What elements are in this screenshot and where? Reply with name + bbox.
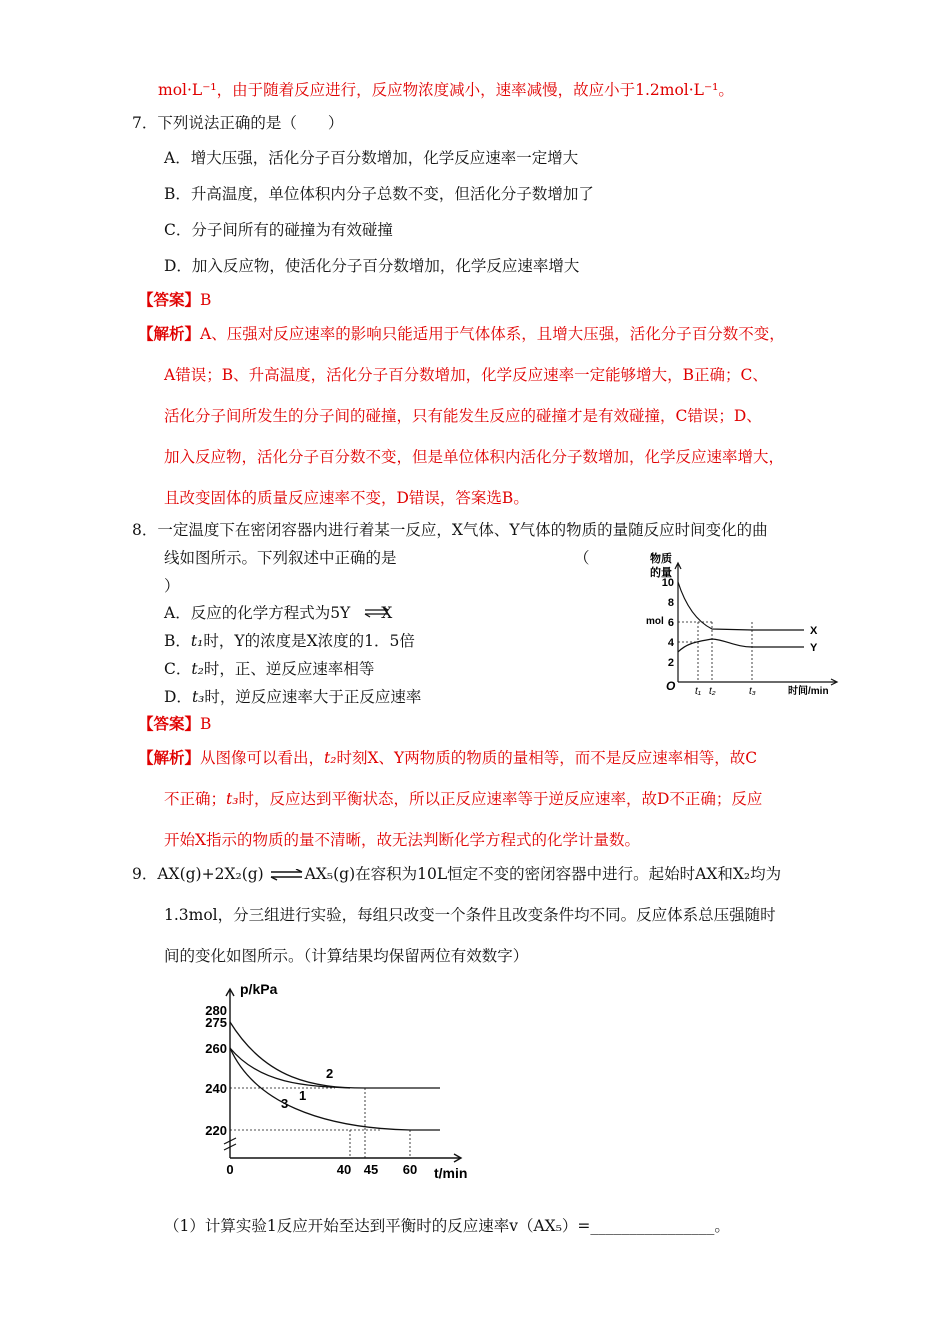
answer-tag: 【答案】 [138,714,201,733]
y-tick-label: 4 [667,637,674,649]
y-tick-label: 2 [667,657,674,669]
q8-analysis-line-2 [164,787,762,809]
q7-analysis-line-5: 且改变固体的质量反应速率不变，D错误，答案选B。 [164,489,529,507]
series-1-label: 1 [299,1088,307,1103]
y-tick-label: 220 [205,1123,227,1138]
q8-stem-line-1: 8．一定温度下在密闭容器内进行着某一反应，X气体、Y气体的物质的量随反应时间变化的曲 [132,521,768,539]
t3-symbol: t₃ [191,688,205,706]
analysis-text: A、压强对反应速率的影响只能适用于气体体系，且增大压强，活化分子百分数不变， [200,325,785,343]
series-2-line [230,1022,440,1088]
reversible-arrow-icon [270,869,304,881]
q9-stem-line-1 [132,862,781,884]
q7-option-d: D．加入反应物，使活化分子百分数增加，化学反应速率增大 [164,257,580,275]
analysis-text: 时刻X、Y两物质的物质的量相等，而不是反应速率相等，故C [336,749,758,767]
q9-stem-line-2: 1.3mol，分三组进行实验，每组只改变一个条件且改变条件均不同。反应体系总压强随时 [164,906,776,924]
option-d-letter: D． [164,688,192,706]
q7-analysis-line-2: A错误；B、升高温度，活化分子百分数增加，化学反应速率一定能够增大，B正确；C、 [164,366,768,384]
analysis-tag: 【解析】 [138,324,201,343]
option-b-text: 时，Y的浓度是X浓度的1．5倍 [203,632,415,650]
option-c-text: 时，正、逆反应速率相等 [203,660,375,678]
series-X-label: X [810,625,818,637]
y-tick-label: 10 [661,577,674,589]
answer-tag: 【答案】 [138,290,201,309]
t2-symbol: t₂ [191,660,204,678]
x-axis-label: t/min [434,1165,468,1181]
t2-symbol: t₂ [324,749,337,767]
series-X-line [678,582,804,630]
series-Y-line [678,639,804,652]
option-d-text: 时，逆反应速率大于正反应速率 [204,688,422,706]
q7-analysis-line-4: 加入反应物，活化分子百分数不变，但是单位体积内活化分子数增加，化学反应速率增大， [164,448,785,466]
x-tick-label: t₁ [695,686,701,697]
x-tick-label: t₃ [749,686,756,697]
q7-analysis-line-3: 活化分子间所发生的分子间的碰撞，只有能发生反应的碰撞才是有效碰撞，C错误；D、 [164,407,762,425]
reaction-left: 9．AX(g)+2X₂(g) [132,865,264,883]
series-2-label: 2 [326,1066,334,1081]
y-tick-label: 8 [667,597,674,609]
x-tick-label: 60 [402,1162,418,1177]
q7-stem: 7．下列说法正确的是（ ） [132,114,344,132]
option-c-letter: C． [164,660,192,678]
q8-option-c [164,657,374,679]
analysis-text: 从图像可以看出， [200,749,325,767]
q7-option-b: B．升高温度，单位体积内分子总数不变，但活化分子数增加了 [164,185,594,203]
analysis-tag: 【解析】 [138,748,201,767]
q8-paren-close: ） [164,577,180,595]
q8-mole-chart [640,548,850,698]
series-Y-label: Y [810,642,818,654]
t3-symbol: t₃ [226,790,239,808]
y-axis-label: 的量 [650,567,672,579]
q9-stem-line-3: 间的变化如图所示。（计算结果均保留两位有效数字） [164,947,529,965]
x-tick-label: 40 [336,1162,352,1177]
analysis-text: 不正确； [164,790,227,808]
series-3-label: 3 [281,1096,289,1111]
x-axis-label: 时间/min [788,686,829,697]
q8-answer [138,712,211,734]
equilibrium-arrow-icon [364,606,390,618]
q8-paren-open: （ [574,549,590,567]
q8-option-a: A．反应的化学方程式为5Y X [164,604,393,622]
q7-analysis-line-1 [138,322,785,344]
reaction-right: AX₅(g)在容积为10L恒定不变的密闭容器中进行。起始时AX和X₂均为 [304,865,782,883]
q8-option-d [164,685,421,707]
q7-answer [138,288,211,310]
origin-label: O [666,679,676,693]
x-tick-label: 0 [226,1162,234,1177]
answer-value: B [200,715,212,733]
option-b-letter: B． [164,632,191,650]
q8-stem-line-2: 线如图所示。下列叙述中正确的是 [164,549,397,567]
q9-pressure-chart [190,976,480,1196]
x-tick-label: t₂ [709,686,716,697]
analysis-text: 时，反应达到平衡状态，所以正反应速率等于逆反应速率，故D不正确；反应 [238,790,763,808]
y-axis-label: 物质 [650,553,672,565]
y-tick-label: 280 [205,1003,227,1018]
y-tick-label: 6 [667,617,674,629]
y-axis-label: mol [646,616,664,627]
y-axis-label: p/kPa [240,981,278,997]
q7-option-a: A．增大压强，活化分子百分数增加，化学反应速率一定增大 [164,149,579,167]
q8-analysis-line-3: 开始X指示的物质的量不清晰，故无法判断化学方程式的化学计量数。 [164,831,641,849]
x-tick-label: 45 [363,1162,379,1177]
q8-option-b [164,629,415,651]
q9-sub-question-1: （1）计算实验1反应开始至达到平衡时的反应速率v（AX₅）=________________。 [164,1217,730,1235]
q7-option-c: C．分子间所有的碰撞为有效碰撞 [164,221,393,239]
answer-continuation: mol·L⁻¹，由于随着反应进行，反应物浓度减小，速率减慢，故应小于1.2mol·L⁻¹。 [158,81,734,99]
y-tick-label: 260 [205,1041,227,1056]
t1-symbol: t₁ [190,632,204,650]
y-tick-label: 240 [205,1081,227,1096]
series-3-line [230,1048,440,1130]
answer-value: B [200,291,212,309]
y-tick-label: 275 [205,1015,227,1030]
q8-analysis-line-1 [138,746,757,768]
